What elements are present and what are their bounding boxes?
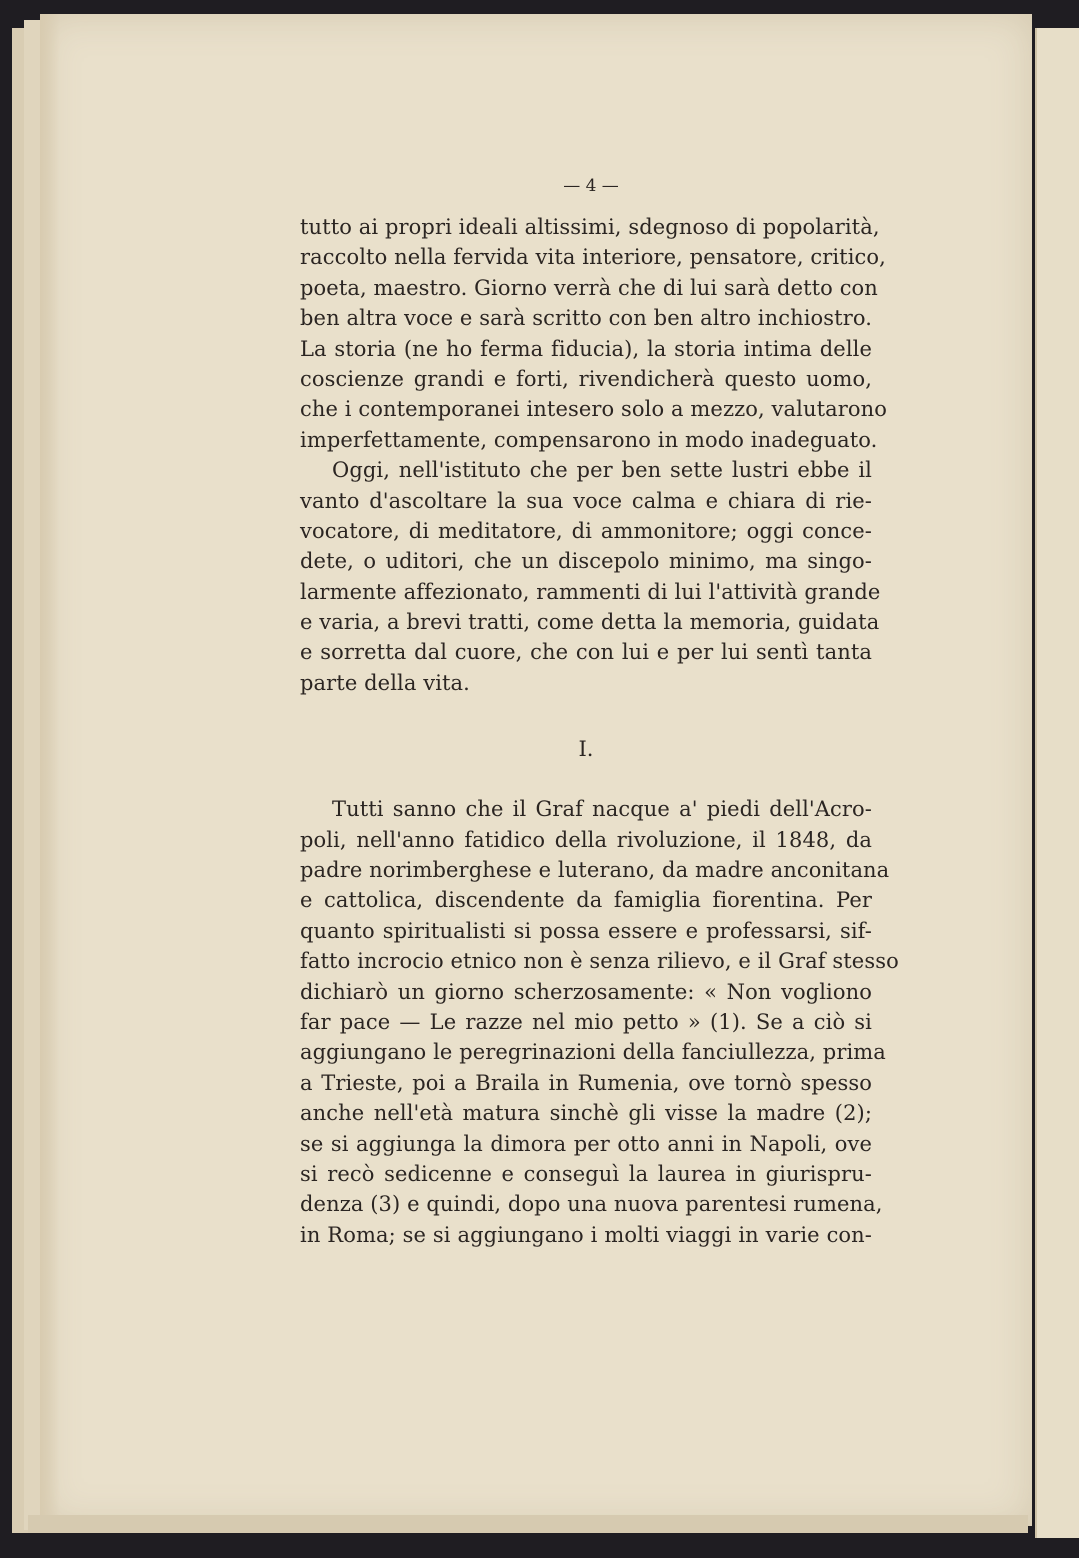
text-line: fatto incrocio etnico non è senza rilievo, e il Graf stesso [300,949,899,974]
text-line: e varia, a brevi tratti, come detta la memoria, guidata [300,610,880,635]
paragraph-2 [300,455,881,698]
text-line: padre norimberghese e luterano, da madre anconitana [300,858,890,883]
text-line: e cattolica, discendente da famiglia fiorentina. Per [300,888,872,913]
text-line: in Roma; se si aggiungano i molti viaggi in varie con- [300,1222,872,1247]
text-line: ben altra voce e sarà scritto con ben altro inchiostro. [300,306,872,331]
text-line: che i contemporanei intesero solo a mezzo, valutarono [300,397,887,422]
text-line: dichiarò un giorno scherzosamente: « Non vogliono [300,979,872,1004]
page-text-block [300,176,899,1250]
text-line: far pace — Le razze nel mio petto » (1). Se a ciò si [300,1009,872,1034]
section-heading: I. [578,737,594,762]
text-line: se si aggiunga la dimora per otto anni in Napoli, ove [300,1131,872,1156]
text-line: raccolto nella fervida vita interiore, pensatore, critico, [300,245,886,270]
text-line: tutto ai propri ideali altissimi, sdegnoso di popolarità, [300,215,880,239]
text-line: Oggi, nell'istituto che per ben sette lustri ebbe il [332,458,872,483]
text-line: vanto d'ascoltare la sua voce calma e chiara di rie- [300,488,872,513]
text-line: vocatore, di meditatore, di ammonitore; oggi conce- [300,518,872,543]
text-line: e sorretta dal cuore, che con lui e per lui sentì tanta [300,640,872,665]
text-line: coscienze grandi e forti, rivendicherà questo uomo, [300,366,872,391]
text-line: quanto spiritualisti si possa essere e professarsi, sif- [300,918,872,943]
text-line: dete, o uditori, che un discepolo minimo, ma singo- [300,549,872,574]
text-line: a Trieste, poi a Braila in Rumenia, ove tornò spesso [300,1070,872,1095]
text-line: parte della vita. [300,670,470,695]
adjacent-page-edge [1035,28,1079,1538]
text-line: anche nell'età matura sinchè gli visse la madre (2); [300,1101,872,1126]
paragraph-3 [300,794,899,1250]
text-line: aggiungano le peregrinazioni della fanciullezza, prima [300,1040,886,1065]
page-edge-shadow [40,14,60,1526]
paragraph-1 [300,212,887,455]
text-line: denza (3) e quindi, dopo una nuova parentesi rumena, [300,1192,883,1217]
text-line: poeta, maestro. Giorno verrà che di lui sarà detto con [300,275,878,300]
bottom-page-edge [28,1515,1028,1533]
text-line: poli, nell'anno fatidico della rivoluzione, il 1848, da [300,827,872,852]
text-line: imperfettamente, compensarono in modo inadeguato. [300,427,878,452]
text-line: Tutti sanno che il Graf nacque a' piedi dell'Acro- [332,797,872,822]
text-line: si recò sedicenne e conseguì la laurea in giurispru- [300,1161,872,1186]
text-line: La storia (ne ho ferma fiducia), la storia intima delle [300,336,872,361]
page-number: — 4 — [563,176,619,196]
text-line: larmente affezionato, rammenti di lui l'attività grande [300,579,881,604]
